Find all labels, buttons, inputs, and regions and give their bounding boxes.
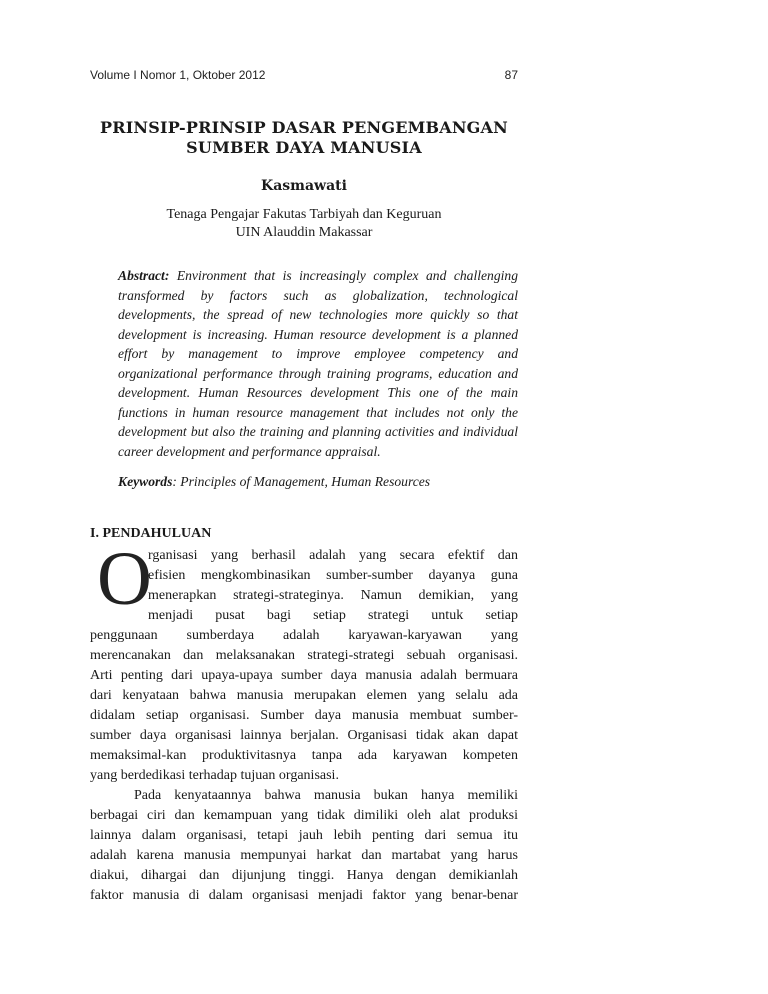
author-affiliation (90, 206, 518, 242)
body-line: menerapkan strategi-strateginya. Namun demikian, yang (148, 588, 518, 603)
body-line: lainnya dalam organisasi, tetapi jauh lebih penting dari semua itu (90, 828, 518, 843)
body-line: Pada kenyataannya bahwa manusia bukan hanya memiliki (134, 788, 518, 803)
body-line: dari kenyataan bahwa manusia merupakan elemen yang selalu ada (90, 688, 518, 703)
body-line: adalah karena manusia mempunyai harkat dan martabat yang harus (90, 848, 518, 863)
body-line: diakui, dihargai dan dijunjung tinggi. Hanya dengan demikianlah (90, 868, 518, 883)
running-header (90, 68, 518, 82)
body-line: penggunaan sumberdaya adalah karyawan-karyawan yang (90, 628, 518, 643)
body-line: rganisasi yang berhasil adalah yang secara efektif dan (148, 548, 518, 563)
abstract-label: Abstract: (118, 268, 170, 283)
body-line: menjadi pusat bagi setiap strategi untuk setiap (148, 608, 518, 623)
keywords-label: Keywords (118, 474, 173, 489)
page-number: 87 (504, 68, 518, 82)
abstract-text: Environment that is increasingly complex and challenging transformed by factors such as globalization, technological developments, the spread of new technologies more quickly so that development is increasing. Human resource development is a planned effort by management to improve employee competency and organizational performance through training programs, education and development. Human Resources development This one of the main functions in human resource management that includes not only the development but also the training and planning activities and individual career development and performance appraisal. (118, 268, 518, 459)
affiliation-line-1: Tenaga Pengajar Fakutas Tarbiyah dan Keguruan (166, 207, 442, 222)
body-line: yang berdedikasi terhadap tujuan organisasi. (90, 768, 339, 783)
title-line-2: SUMBER DAYA MANUSIA (186, 138, 422, 157)
body-line: Arti penting dari upaya-upaya sumber daya manusia adalah bermuara (90, 668, 518, 683)
keywords (118, 474, 518, 490)
body-line: memaksimal-kan produktivitasnya tanpa ada karyawan kompeten (90, 748, 518, 763)
keywords-text: : Principles of Management, Human Resources (172, 474, 431, 489)
body-line: faktor manusia di dalam organisasi menjadi faktor yang benar-benar (90, 888, 518, 903)
body-line: berbagai ciri dan kemampuan yang tidak dimiliki oleh alat produksi (90, 808, 518, 823)
journal-volume: Volume I Nomor 1, Oktober 2012 (90, 68, 266, 82)
body-line: efisien mengkombinasikan sumber-sumber dayanya guna (148, 568, 518, 583)
section-heading: I. PENDAHULUAN (90, 526, 212, 541)
title-line-1: PRINSIP-PRINSIP DASAR PENGEMBANGAN (100, 118, 508, 137)
body-line: sumber daya organisasi lainnya berjalan. Organisasi tidak akan dapat (90, 728, 518, 743)
abstract (118, 266, 518, 461)
drop-cap: O (97, 537, 152, 621)
body-line: merencanakan dan melaksanakan strategi-strategi sebuah organisasi. (90, 648, 518, 663)
author-name: Kasmawati (261, 178, 347, 194)
affiliation-line-2: UIN Alauddin Makassar (235, 225, 373, 240)
article-title (90, 118, 518, 158)
body-line: didalam setiap organisasi. Sumber daya manusia membuat sumber- (90, 708, 518, 723)
